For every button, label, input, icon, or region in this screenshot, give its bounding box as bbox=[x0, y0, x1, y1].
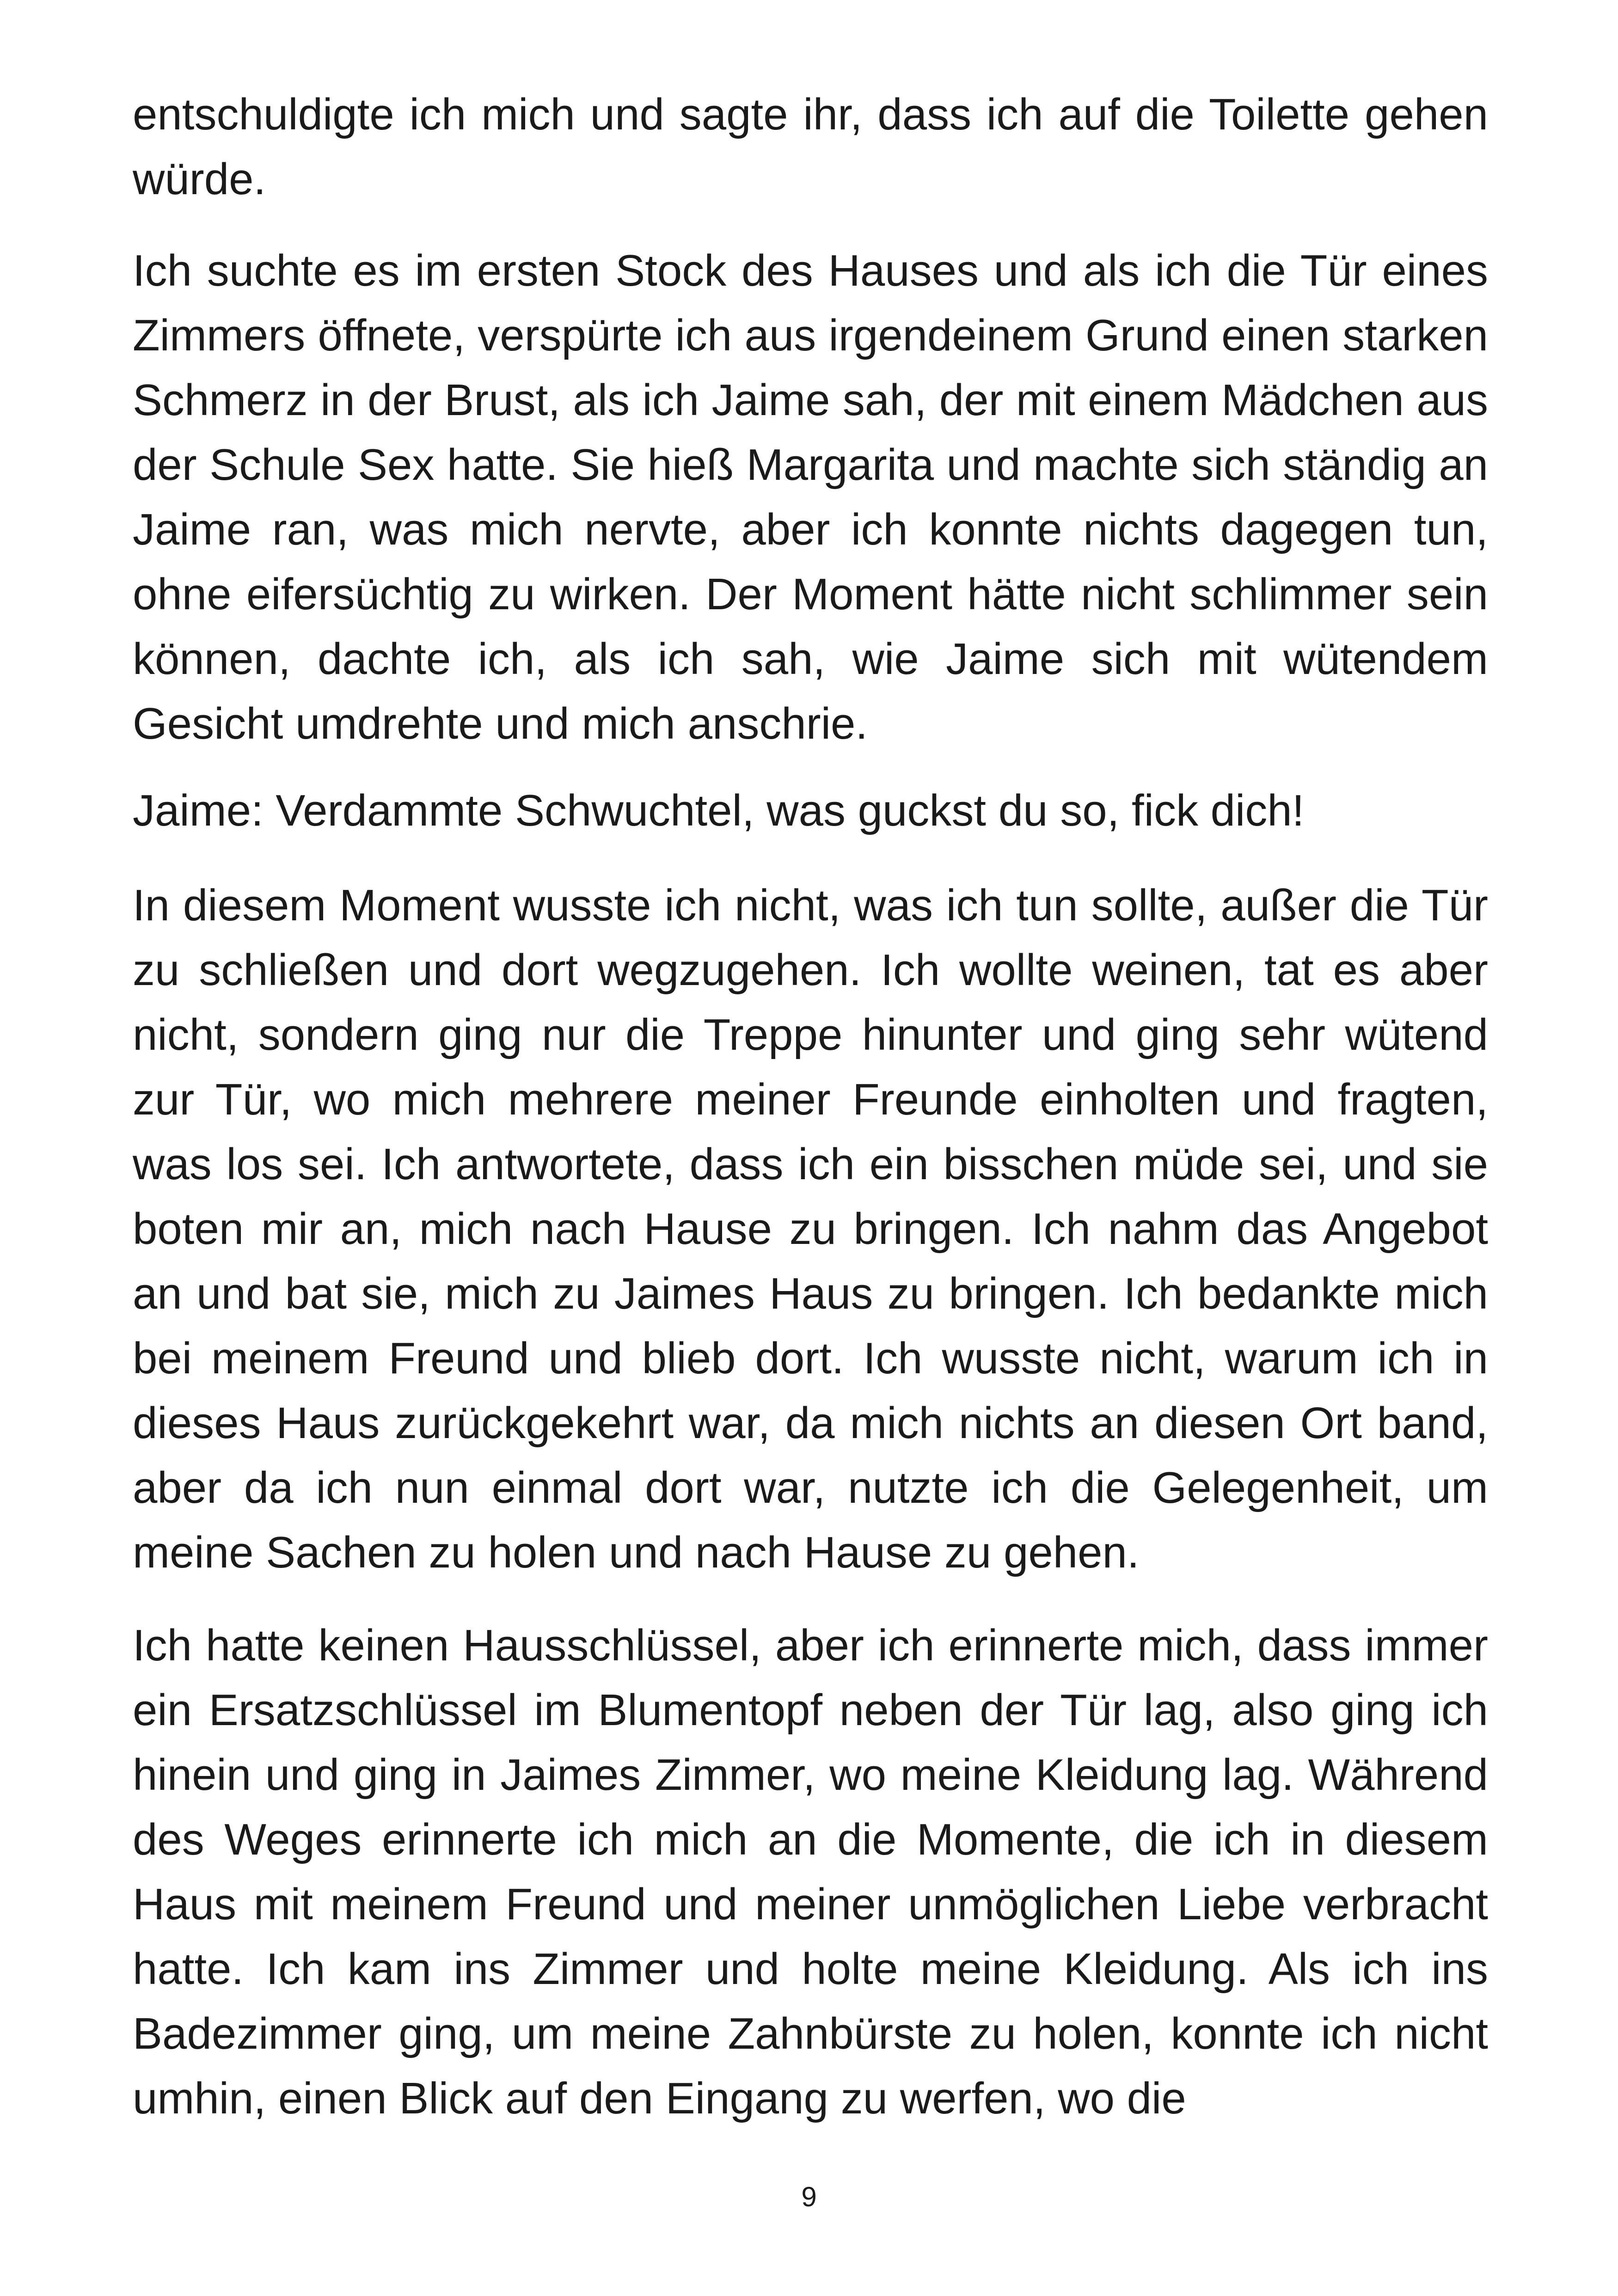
page-number: 9 bbox=[801, 2181, 817, 2212]
paragraph: Ich suchte es im ersten Stock des Hauses und als ich die Tür eines Zimmers öffnete, verspürte ich aus irgendeinem Grund einen starken Schmerz in der Brust, als ich Jaime sah, der mit einem Mädchen aus der Schule Sex hatte. Sie hieß Margarita und machte sich ständig an Jaime ran, was mich nervte, aber ich konnte nichts dagegen tun, ohne eifersüchtig zu wirken. Der Moment hätte nicht schlimmer sein können, dachte ich, als ich sah, wie Jaime sich mit wütendem Gesicht umdrehte und mich anschrie. bbox=[133, 246, 1488, 748]
paragraph: entschuldigte ich mich und sagte ihr, dass ich auf die Toilette gehen würde. bbox=[133, 90, 1488, 204]
dialogue-line: Jaime: Verdammte Schwuchtel, was guckst du so, fick dich! bbox=[133, 786, 1305, 835]
paragraph: In diesem Moment wusste ich nicht, was ich tun sollte, außer die Tür zu schließen und dort wegzugehen. Ich wollte weinen, tat es aber nicht, sondern ging nur die Treppe hinunter und ging sehr wütend zur Tür, wo mich mehrere meiner Freunde einholten und fragten, was los sei. Ich antwortete, dass ich ein bisschen müde sei, und sie boten mir an, mich nach Hause zu bringen. Ich nahm das Angebot an und bat sie, mich zu Jaimes Haus zu bringen. Ich bedankte mich bei meinem Freund und blieb dort. Ich wusste nicht, warum ich in dieses Haus zurückgekehrt war, da mich nichts an diesen Ort band, aber da ich nun einmal dort war, nutzte ich die Gelegenheit, um meine Sachen zu holen und nach Hause zu gehen. bbox=[133, 881, 1488, 1577]
paragraph: Ich hatte keinen Hausschlüssel, aber ich erinnerte mich, dass immer ein Ersatzschlüssel im Blumentopf neben der Tür lag, also ging ich hinein und ging in Jaimes Zimmer, wo meine Kleidung lag. Während des Weges erinnerte ich mich an die Momente, die ich in diesem Haus mit meinem Freund und meiner unmöglichen Liebe verbracht hatte. Ich kam ins Zimmer und holte meine Kleidung. Als ich ins Badezimmer ging, um meine Zahnbürste zu holen, konnte ich nicht umhin, einen Blick auf den Eingang zu werfen, wo die bbox=[133, 1621, 1488, 2123]
